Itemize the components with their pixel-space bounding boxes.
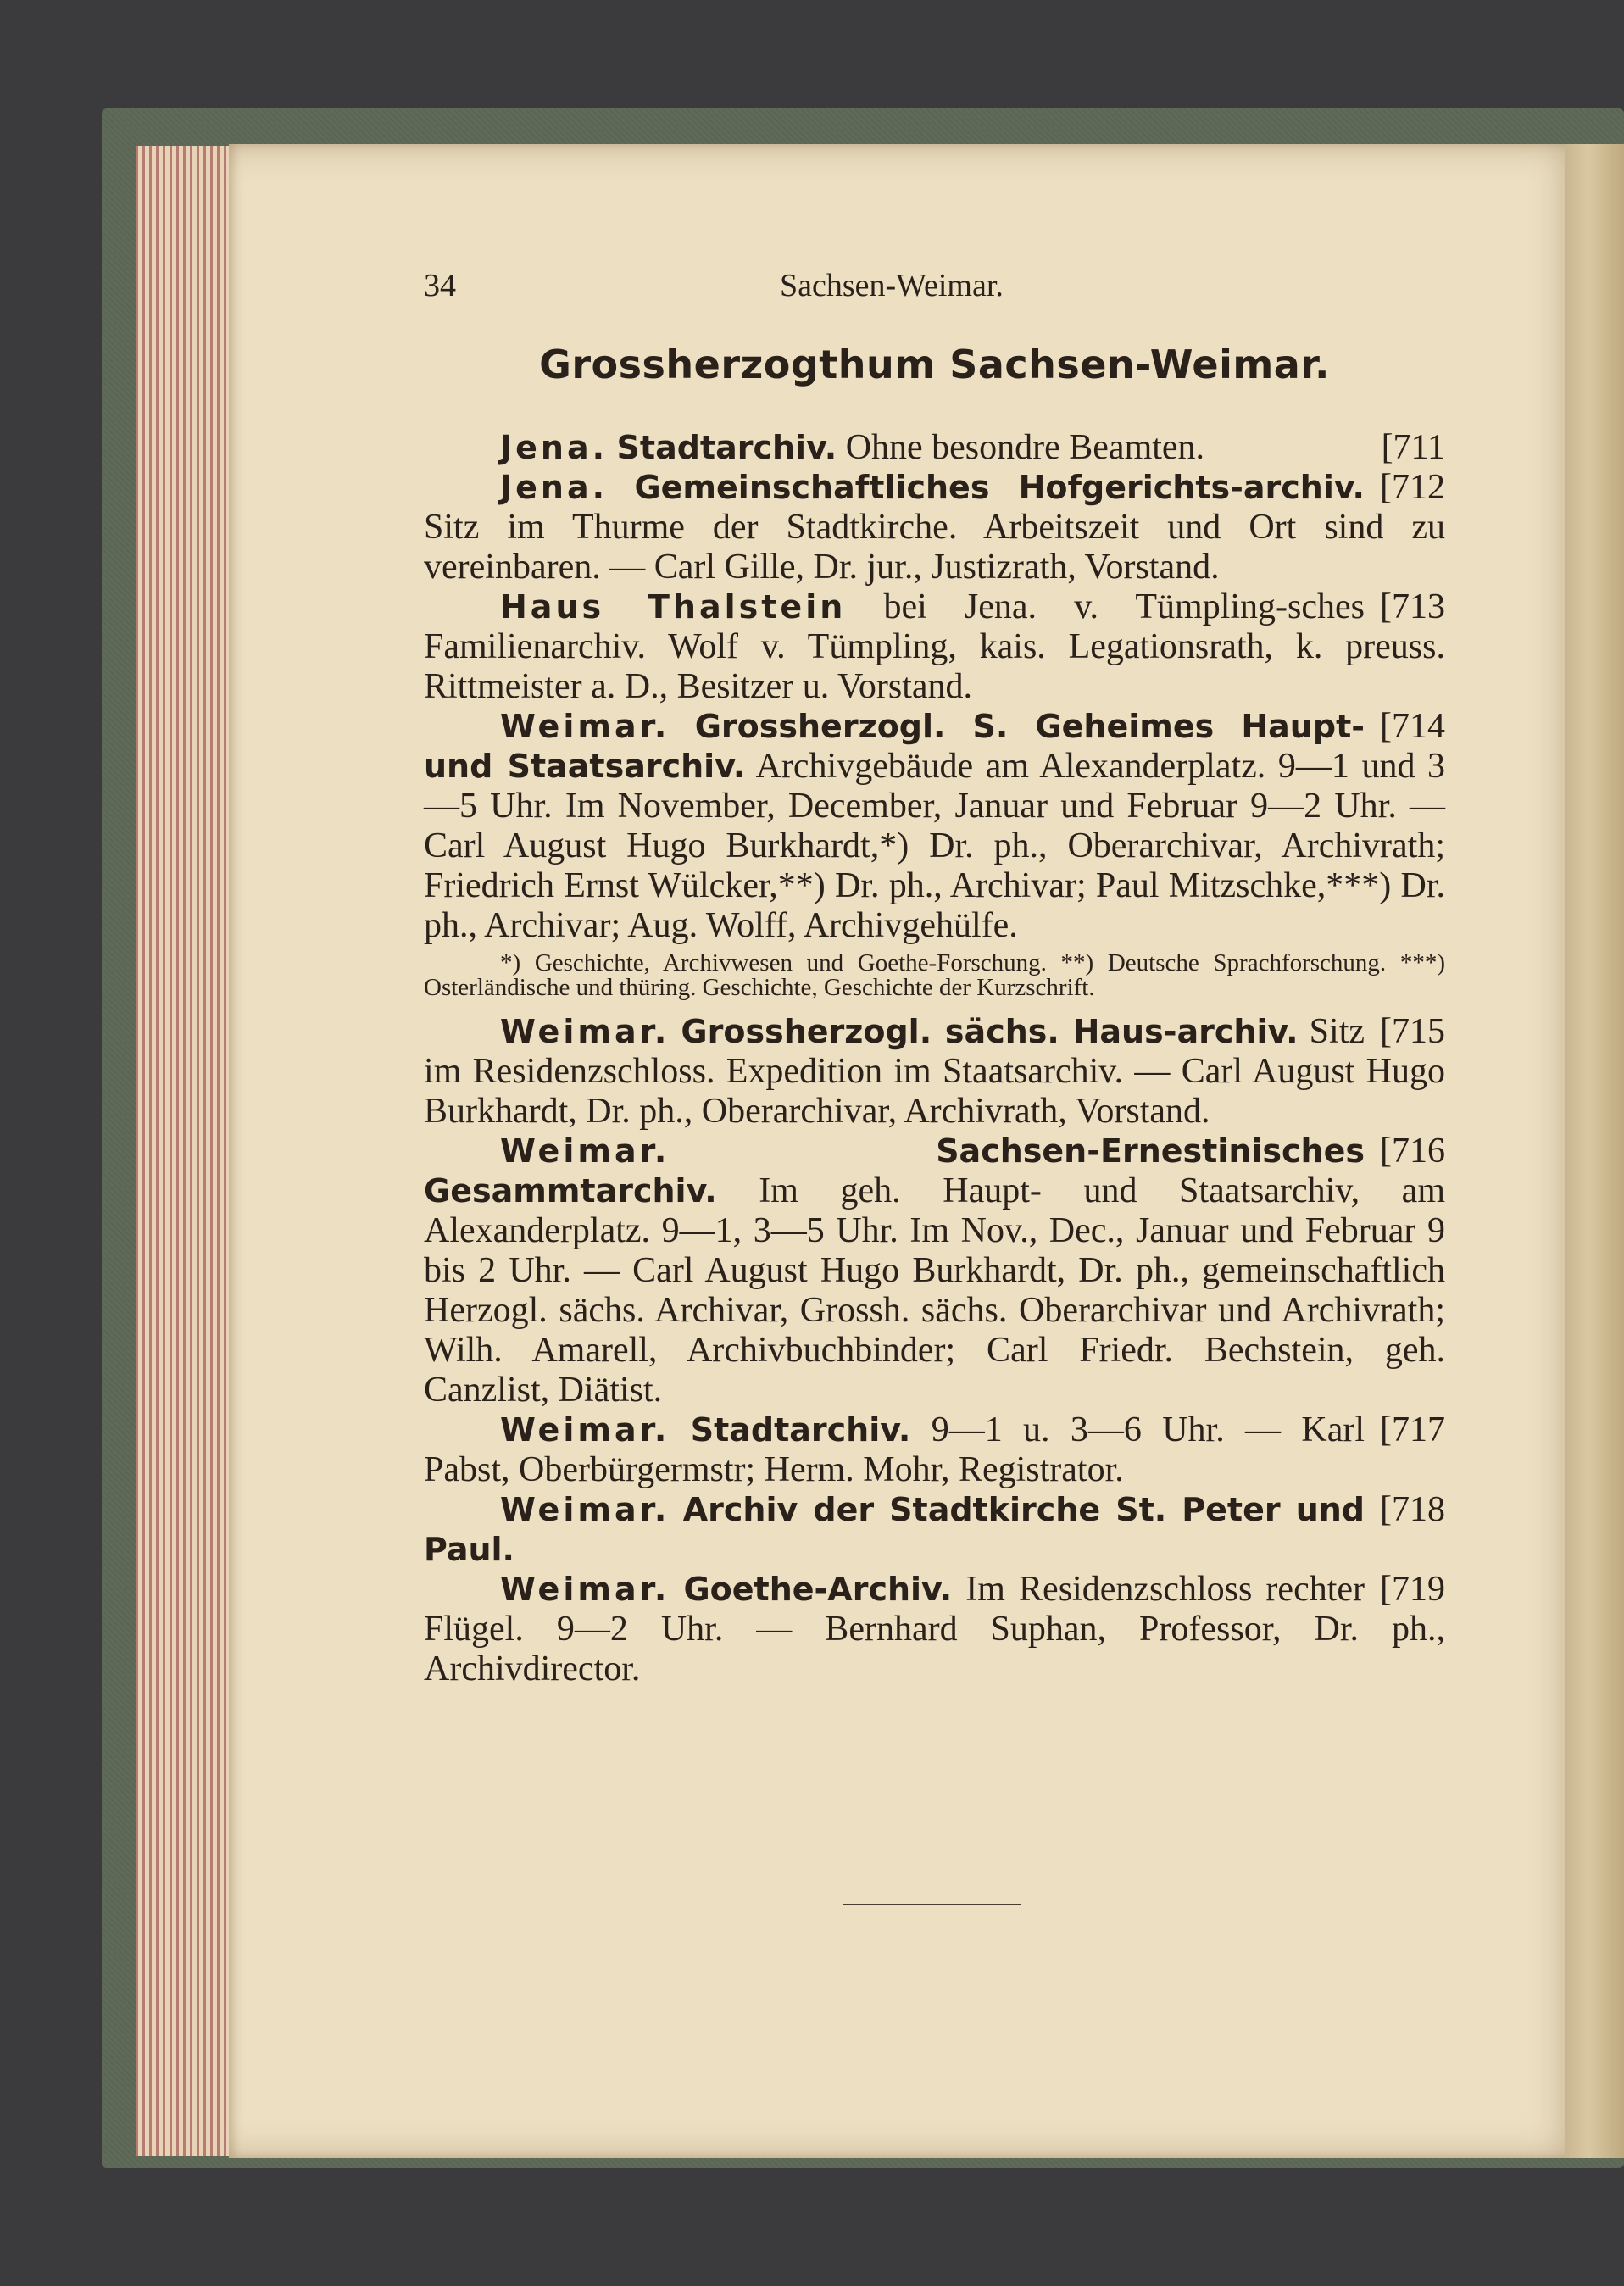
- entry-718: [718 Weimar. Archiv der Stadtkirche St. Peter und Paul.: [424, 1490, 1445, 1568]
- running-section: Sachsen-Weimar.: [780, 268, 1004, 303]
- entry-717: [717 Weimar. Stadtarchiv. 9—1 u. 3—6 Uhr. — Karl Pabst, Oberbürgermstr; Herm. Mohr, Registrator.: [424, 1410, 1445, 1489]
- entry-716: [716 Weimar. Sachsen-Ernestinisches Gesammtarchiv. Im geh. Haupt- und Staatsarchiv, am Alexanderplatz. 9—1, 3—5 Uhr. Im Nov., Dec., Januar und Februar 9 bis 2 Uhr. — Carl August Hugo Burkhardt, Dr. ph., gemeinschaftlich Herzogl. sächs. Archivar, Grossh. sächs. Oberarchivar und Archivrath; Wilh. Amarell, Archivbuchbinder; Carl Friedr. Bechstein, geh. Canzlist, Diätist.: [424, 1132, 1445, 1410]
- running-head: [424, 267, 1445, 318]
- page-edges: [136, 146, 237, 2156]
- facing-page-edge: [1565, 144, 1624, 2158]
- entry-719: [719 Weimar. Goethe-Archiv. Im Residenzschloss rechter Flügel. 9—2 Uhr. — Bernhard Suphan, Professor, Dr. ph., Archivdirector.: [424, 1570, 1445, 1688]
- entry-712: [712 Jena. Gemeinschaftliches Hofgerichts-archiv. Sitz im Thurme der Stadtkirche. Arbeitszeit und Ort sind zu vereinbaren. — Carl Gille, Dr. jur., Justizrath, Vorstand.: [424, 468, 1445, 587]
- entry-713: [713 Haus Thalstein bei Jena. v. Tümpling-sches Familienarchiv. Wolf v. Tümpling, kais. Legationsrath, k. preuss. Rittmeister a. D., Besitzer u. Vorstand.: [424, 587, 1445, 706]
- page-content: [424, 267, 1445, 1689]
- entry-715: [715 Weimar. Grossherzogl. sächs. Haus-archiv. Sitz im Residenzschloss. Expedition im Staatsarchiv. — Carl August Hugo Burkhardt, Dr. ph., Oberarchivar, Archivrath, Vorstand.: [424, 1012, 1445, 1131]
- end-rule: [843, 1904, 1021, 1905]
- page-title: Grossherzogthum Sachsen-Weimar.: [539, 342, 1330, 387]
- entry-list: [424, 428, 1445, 1689]
- page-number: 34: [424, 268, 456, 303]
- entry-714: [714 Weimar. Grossherzogl. S. Geheimes Haupt- und Staatsarchiv. Archivgebäude am Alexanderplatz. 9—1 und 3—5 Uhr. Im November, December, Januar und Februar 9—2 Uhr. — Carl August Hugo Burkhardt,*) Dr. ph., Oberarchivar, Archivrath; Friedrich Ernst Wülcker,**) Dr. ph., Archivar; Paul Mitzschke,***) Dr. ph., Archivar; Aug. Wolff, Archivgehülfe.: [424, 707, 1446, 945]
- footnote: *) Geschichte, Archivwesen und Goethe-Forschung. **) Deutsche Sprachforschung. ***) Osterländische und thüring. Geschichte, Geschichte der Kurzschrift.: [424, 949, 1445, 1001]
- entry-711: [711 Jena. Stadtarchiv. Ohne besondre Beamten.: [500, 428, 1445, 467]
